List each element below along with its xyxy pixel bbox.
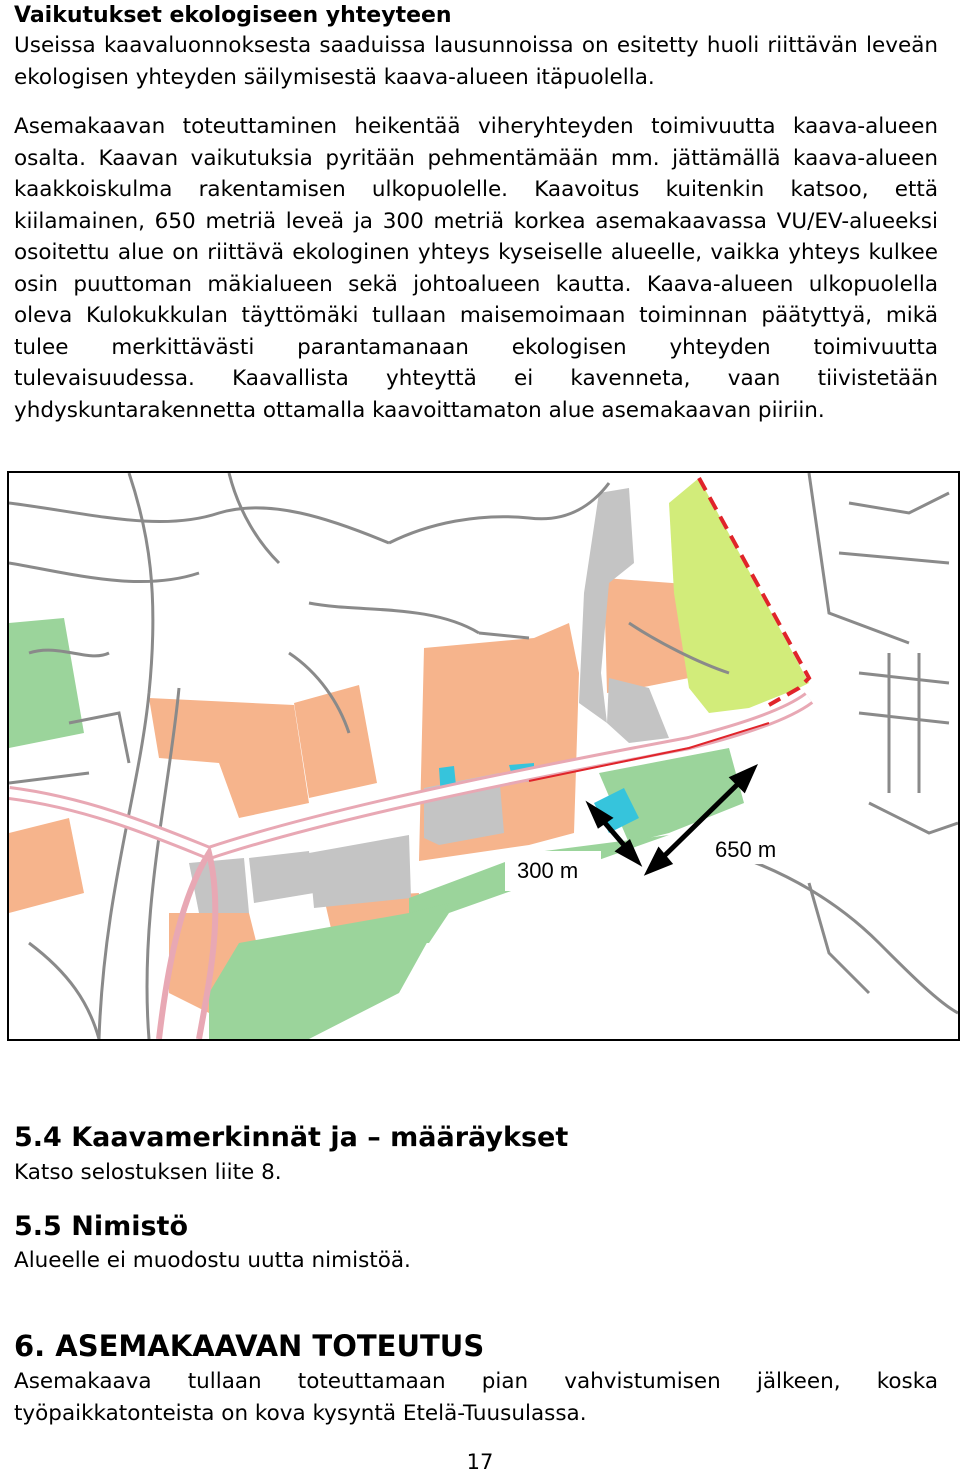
zoning-map	[7, 471, 960, 1041]
page-number: 17	[466, 1450, 494, 1474]
zoning-map-drawing	[9, 473, 958, 1039]
label-650: 650 m	[715, 837, 777, 862]
label-300: 300 m	[517, 858, 579, 883]
section-ecology-title: Vaikutukset ekologiseen yhteyteen	[14, 3, 452, 28]
ecology-paragraph-1: Useissa kaavaluonnoksesta saaduissa lausunnoissa on esitetty huoli riittävän leveän ekologisen yhteyden säilymisestä kaava-alueen itäpuolella.	[14, 33, 938, 90]
section-5-4-title: 5.4 Kaavamerkinnät ja – määräykset	[14, 1122, 569, 1153]
section-5-5-title: 5.5 Nimistö	[14, 1211, 188, 1242]
section-5-4-text: Katso selostuksen liite 8.	[14, 1160, 282, 1185]
section-6-text: Asemakaava tullaan toteuttamaan pian vahvistumisen jälkeen, koska työpaikkatonteista on kova kysyntä Etelä-Tuusulassa.	[14, 1369, 938, 1426]
section-6-title: 6. ASEMAKAAVAN TOTEUTUS	[14, 1329, 485, 1363]
ecology-paragraph-2: Asemakaavan toteuttaminen heikentää viheryhteyden toimivuutta kaava-alueen osalta. Kaavan vaikutuksia pyritään pehmentämään mm. jättämällä kaava-alueen kaakkoiskulma rakentamisen ulkopuolelle. Kaavoitus kuitenkin katsoo, että kiilamainen, 650 metriä leveä ja 300 metriä korkea asemakaavassa VU/EV-alueeksi osoitettu alue on riittävä ekologinen yhteys kyseiselle alueelle, vaikka yhteys kulkee osin puuttoman mäkialueen sekä johtoalueen kautta. Kaava-alueen ulkopuolella oleva Kulokukkulan täyttömäki tullaan maisemoimaan toiminnan päätyttyä, mikä tulee merkittävästi parantamanaan ekologisen yhteyden toimivuutta tulevaisuudessa. Kaavallista yhteyttä ei kavenneta, vaan tiivistetään yhdyskuntarakennetta ottamalla kaavoittamaton alue asemakaavan piiriin.	[14, 114, 938, 423]
section-5-5-text: Alueelle ei muodostu uutta nimistöä.	[14, 1248, 411, 1273]
ecological-wedge	[669, 478, 809, 713]
